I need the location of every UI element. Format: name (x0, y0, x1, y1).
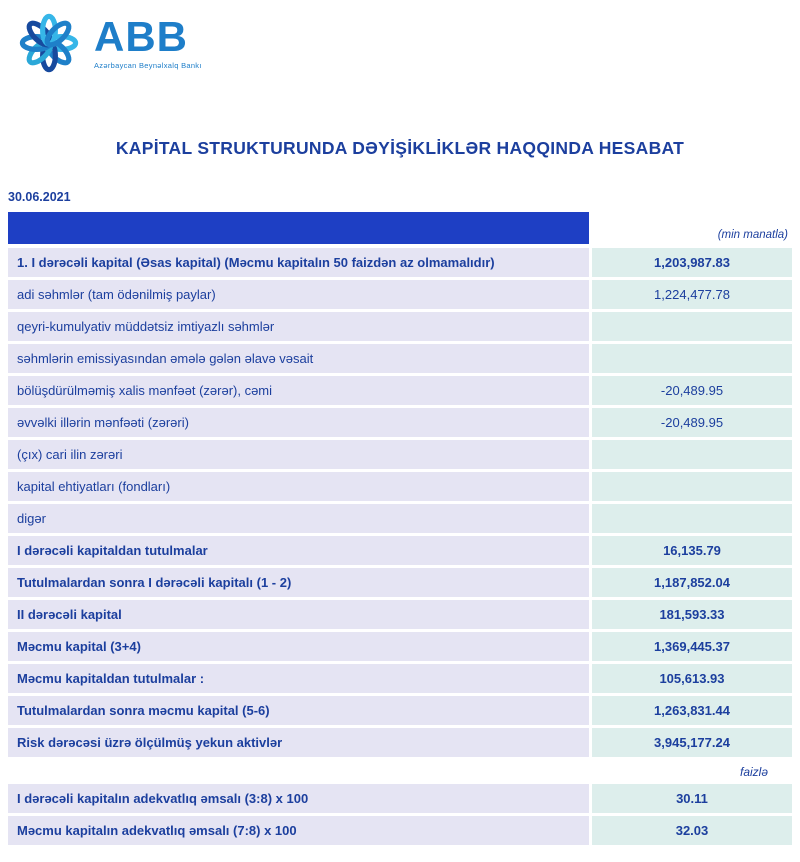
row-label: Risk dərəcəsi üzrə ölçülmüş yekun aktivlər (8, 728, 589, 757)
page-title: KAPİTAL STRUKTURUNDA DƏYİŞİKLİKLƏR HAQQINDA HESABAT (115, 138, 685, 158)
table-header (8, 212, 792, 244)
report-date: 30.06.2021 (8, 190, 71, 204)
row-value: 1,263,831.44 (592, 696, 792, 725)
row-value (592, 440, 792, 469)
table-row (8, 312, 792, 341)
table-header-bar (8, 212, 589, 244)
row-label: I dərəcəli kapitalın adekvatlıq əmsalı (3:8) x 100 (8, 784, 589, 813)
row-label: adi səhmlər (tam ödənilmiş paylar) (8, 280, 589, 309)
table-row (8, 344, 792, 373)
row-label: Məcmu kapital (3+4) (8, 632, 589, 661)
row-label: səhmlərin emissiyasından əmələ gələn əlavə vəsait (8, 344, 589, 373)
row-label: qeyri-kumulyativ müddətsiz imtiyazlı səhmlər (8, 312, 589, 341)
row-value: 105,613.93 (592, 664, 792, 693)
ratio-table-body (8, 784, 792, 845)
abb-logo (12, 6, 202, 80)
table-row (8, 280, 792, 309)
table-row (8, 728, 792, 757)
abb-knot-icon (12, 6, 86, 80)
row-value: 1,369,445.37 (592, 632, 792, 661)
row-label: digər (8, 504, 589, 533)
row-label: bölüşdürülməmiş xalis mənfəət (zərər), cəmi (8, 376, 589, 405)
row-value: 30.11 (592, 784, 792, 813)
row-value (592, 504, 792, 533)
table-row (8, 632, 792, 661)
unit-note: (min manatla) (717, 229, 788, 241)
table-row (8, 696, 792, 725)
table-row (8, 536, 792, 565)
table-row (8, 568, 792, 597)
capital-structure-table (8, 212, 792, 848)
brand-subtitle: Azərbaycan Beynəlxalq Bankı (94, 61, 202, 70)
table-row (8, 664, 792, 693)
row-value (592, 344, 792, 373)
row-value (592, 312, 792, 341)
table-row (8, 784, 792, 813)
table-row (8, 408, 792, 437)
row-value: -20,489.95 (592, 376, 792, 405)
brand-name: ABB (94, 13, 188, 60)
row-label: I dərəcəli kapitaldan tutulmalar (8, 536, 589, 565)
table-row (8, 600, 792, 629)
table-row (8, 504, 792, 533)
table-row (8, 248, 792, 277)
row-value (592, 472, 792, 501)
brand-text (94, 13, 202, 70)
table-body (8, 248, 792, 757)
table-row (8, 376, 792, 405)
row-label: Məcmu kapitaldan tutulmalar : (8, 664, 589, 693)
percent-note-row (8, 760, 792, 784)
percent-note: faizlə (739, 765, 768, 779)
row-label: əvvəlki illərin mənfəəti (zərəri) (8, 408, 589, 437)
row-label: Tutulmalardan sonra I dərəcəli kapitalı (1 - 2) (8, 568, 589, 597)
row-label: II dərəcəli kapital (8, 600, 589, 629)
row-label: 1. I dərəcəli kapital (Əsas kapital) (Məcmu kapitalın 50 faizdən az olmamalıdır) (8, 248, 589, 277)
row-value: 1,224,477.78 (592, 280, 792, 309)
row-value: 16,135.79 (592, 536, 792, 565)
row-value: 3,945,177.24 (592, 728, 792, 757)
table-row (8, 816, 792, 845)
row-value: 181,593.33 (592, 600, 792, 629)
table-row (8, 472, 792, 501)
row-label: Məcmu kapitalın adekvatlıq əmsalı (7:8) x 100 (8, 816, 589, 845)
row-value: 1,203,987.83 (592, 248, 792, 277)
row-value: -20,489.95 (592, 408, 792, 437)
row-label: kapital ehtiyatları (fondları) (8, 472, 589, 501)
row-value: 1,187,852.04 (592, 568, 792, 597)
row-value: 32.03 (592, 816, 792, 845)
row-label: (çıx) cari ilin zərəri (8, 440, 589, 469)
table-row (8, 440, 792, 469)
row-label: Tutulmalardan sonra məcmu kapital (5-6) (8, 696, 589, 725)
